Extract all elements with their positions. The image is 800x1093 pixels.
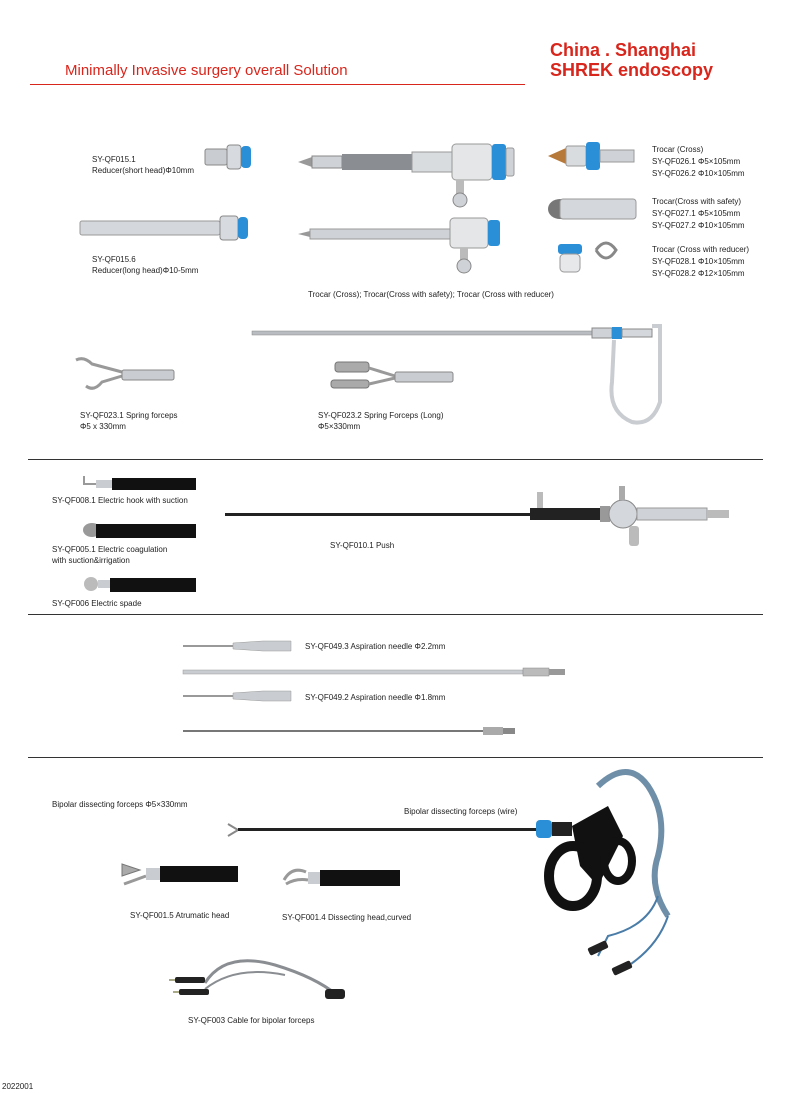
aspiration-needle-2-label: SY-QF049.2 Aspiration needle Φ1.8mm: [305, 693, 446, 702]
reducer-long-code: SY-QF015.6: [92, 255, 136, 264]
spring-forceps-image: [72, 354, 177, 394]
push-instrument-image: [225, 486, 735, 552]
footer-code: 2022001: [2, 1082, 34, 1091]
spring-forceps-long-image: [325, 358, 455, 396]
spring-forceps-long-code: SY-QF023.2 Spring Forceps (Long): [318, 411, 444, 420]
spring-forceps-spec: Φ5 x 330mm: [80, 422, 126, 431]
section-divider-3: [28, 757, 763, 758]
brand-line-2: SHREK endoscopy: [550, 60, 714, 80]
bipolar-forceps-spec: Bipolar dissecting forceps Φ5×330mm: [52, 800, 188, 809]
bipolar-wire-label: Bipolar dissecting forceps (wire): [404, 807, 518, 816]
trocar-cross-image: [298, 138, 520, 212]
bipolar-cable-image: [165, 955, 350, 1015]
section-divider-1: [28, 459, 763, 460]
reducer-long-image: [80, 212, 255, 246]
aspiration-needle-1-label: SY-QF049.3 Aspiration needle Φ2.2mm: [305, 642, 446, 651]
reducer-short-code: SY-QF015.1: [92, 155, 136, 164]
electric-hook-label: SY-QF008.1 Electric hook with suction: [52, 496, 188, 505]
aspiration-needle-1-image: [183, 640, 293, 652]
brand-line-1: China . Shanghai: [550, 40, 697, 60]
trocar-reducer-spec1: SY-QF028.1 Φ10×105mm: [652, 257, 745, 266]
aspiration-needle-2-image: [183, 690, 293, 702]
trocar-safety-spec2: SY-QF027.2 Φ10×105mm: [652, 221, 745, 230]
trocar-cross-title: Trocar (Cross): [652, 145, 704, 154]
trocar-safety-detail-image: [548, 196, 638, 222]
trocar-reducer-detail-image: [556, 236, 626, 278]
atrumatic-head-image: [120, 858, 240, 890]
trocar-safety-image: [298, 214, 520, 276]
trocar-cross-spec2: SY-QF026.2 Φ10×105mm: [652, 169, 745, 178]
bipolar-cable-label: SY-QF003 Cable for bipolar forceps: [188, 1016, 315, 1025]
dissecting-head-image: [282, 864, 402, 892]
electric-spade-image: [82, 574, 197, 594]
spring-forceps-code: SY-QF023.1 Spring forceps: [80, 411, 178, 420]
electric-coagulation-line1: SY-QF005.1 Electric coagulation: [52, 545, 168, 554]
section-divider-2: [28, 614, 763, 615]
push-label: SY-QF010.1 Push: [330, 541, 395, 550]
aspiration-rod-image: [183, 726, 518, 736]
electric-hook-image: [82, 474, 197, 492]
spring-forceps-long-spec: Φ5×330mm: [318, 422, 361, 431]
long-instrument-image: [252, 322, 672, 432]
trocar-safety-spec1: SY-QF027.1 Φ5×105mm: [652, 209, 741, 218]
reducer-short-desc: Reducer(short head)Φ10mm: [92, 166, 194, 175]
trocar-caption: Trocar (Cross); Trocar(Cross with safety); Trocar (Cross with reducer): [308, 290, 554, 299]
atrumatic-head-label: SY-QF001.5 Atrumatic head: [130, 911, 230, 920]
reducer-short-image: [205, 143, 255, 175]
trocar-safety-title: Trocar(Cross with safety): [652, 197, 742, 206]
title-underline: [30, 84, 525, 85]
electric-spade-label: SY-QF006 Electric spade: [52, 599, 142, 608]
aspiration-cannula-image: [183, 666, 568, 678]
trocar-cross-spec1: SY-QF026.1 Φ5×105mm: [652, 157, 741, 166]
trocar-reducer-title: Trocar (Cross with reducer): [652, 245, 750, 254]
electric-coagulation-image: [82, 520, 197, 540]
page-title: Minimally Invasive surgery overall Solution: [65, 62, 348, 79]
reducer-long-desc: Reducer(long head)Φ10-5mm: [92, 266, 199, 275]
dissecting-head-label: SY-QF001.4 Dissecting head,curved: [282, 913, 412, 922]
trocar-reducer-spec2: SY-QF028.2 Φ12×105mm: [652, 269, 745, 278]
electric-coagulation-line2: with suction&irrigation: [52, 556, 130, 565]
trocar-cross-detail-image: [548, 140, 638, 172]
